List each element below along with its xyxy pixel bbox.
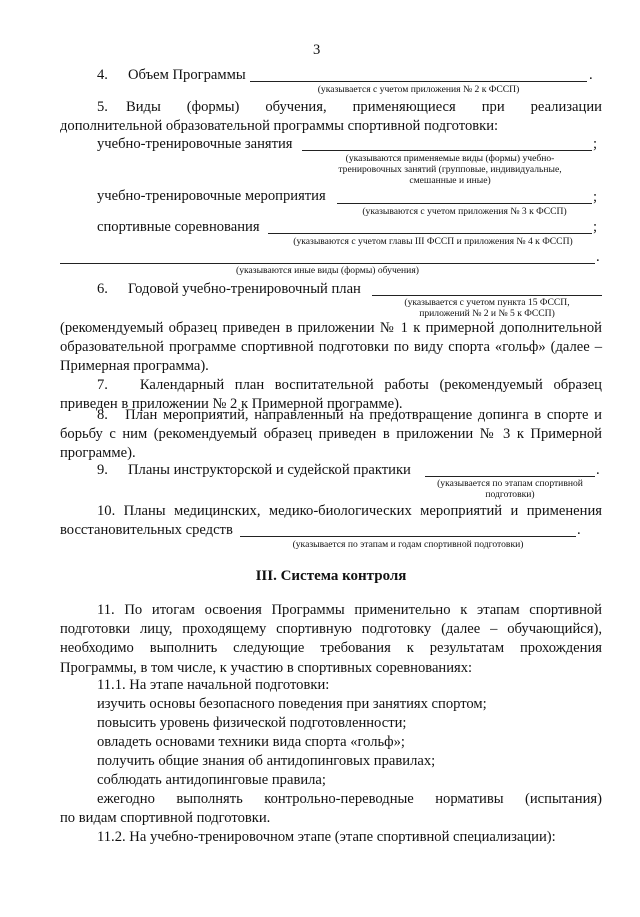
item-5c-label: спортивные соревнования [97,219,260,235]
item-9-number: 9. [97,462,108,478]
requirement-item-last-line-2: по видам спортивной подготовки. [60,810,271,826]
item-9-label: Планы инструкторской и судейской практики [128,462,411,478]
requirement-item: соблюдать антидопинговые правила; [97,772,326,788]
item-6-blank-line [372,295,602,296]
item-9-end: . [596,462,600,478]
item-5d-blank-line [60,263,595,264]
item-5b-note: (указываются с учетом приложения № 3 к ФССП) [362,206,567,217]
item-5a-label: учебно-тренировочные занятия [97,136,293,152]
requirement-word: нормативы [435,791,504,807]
item-5-word: применяющиеся [352,99,456,115]
requirement-item-last-line-1 [97,791,602,808]
item-10-blank-line [240,536,576,537]
item-8: 8. План мероприятий, направленный на предотвращение допинга в спорте и борьбу с ним (рекомендуемый образец приведен в приложении № 3 к Примерной программе). [60,407,602,462]
item-5-word: реализации [530,99,602,115]
item-5d-note: (указываются иные виды (формы) обучения) [236,265,419,276]
requirement-item: получить общие знания об антидопинговых правилах; [97,753,436,769]
item-5-line-1 [126,99,602,116]
item-5-word: Виды [126,99,161,115]
item-4-note: (указывается с учетом приложения № 2 к ФССП) [317,84,520,95]
item-11-2-heading: 11.2. На учебно-тренировочном этапе (этапе спортивной специализации): [97,829,556,845]
requirement-word: ежегодно [97,791,155,807]
item-5a-end: ; [593,136,598,152]
item-5b-end: ; [593,189,598,205]
item-7: 7. Календарный план воспитательной работы (рекомендуемый образец приведен в приложении № 2 к Примерной программе). [60,377,602,413]
item-6-note: (указывается с учетом пункта 15 ФССП, приложений № 2 и № 5 к ФССП) [404,297,570,319]
item-5c-blank-line [268,233,592,234]
page-number: 3 [313,42,321,58]
item-4-end: . [589,67,593,83]
item-4-label: Объем Программы [128,67,246,83]
item-10-line-1: 10. Планы медицинских, медико-биологических мероприятий и применения [97,503,602,519]
item-5d-end: . [596,249,600,265]
item-6-label: Годовой учебно-тренировочный план [128,281,361,297]
item-5-number: 5. [97,99,108,115]
item-11: 11. По итогам освоения Программы применительно к этапам спортивной подготовки лицу, проходящему спортивную подготовку (далее – обучающийся), необходимо выполнить следующие требования к результатам прохождения Программы, в том числе, к участию в спортивных соревнованиях: [60,602,602,676]
item-10-note: (указывается по этапам и годам спортивной подготовки) [292,539,524,550]
requirement-word: контрольно-переводные [264,791,414,807]
section-title: III. Система контроля [255,568,407,584]
item-10-end: . [577,522,581,538]
item-4-blank-line [250,81,587,82]
item-5a-note: (указываются применяемые виды (формы) учебно-тренировочных занятий (групповые, индивидуальные, смешанные и иные) [338,153,562,186]
item-11-1-heading: 11.1. На этапе начальной подготовки: [97,677,330,693]
item-5-line-2: дополнительной образовательной программы спортивной подготовки: [60,118,499,134]
requirement-item: повысить уровень физической подготовленности; [97,715,407,731]
item-5b-blank-line [337,203,592,204]
requirement-word: (испытания) [524,791,602,807]
item-6-continuation: (рекомендуемый образец приведен в приложении № 1 к примерной дополнительной образовательной программе спортивной подготовки по виду спорта «гольф» (далее – Примерная программа). [60,320,602,375]
item-5c-note: (указываются с учетом главы III ФССП и приложения № 4 к ФССП) [293,236,573,247]
item-5c-end: ; [593,219,598,235]
item-5-word: обучения, [265,99,327,115]
item-6-number: 6. [97,281,108,297]
item-10-line-2: восстановительных средств [60,522,233,538]
item-5a-blank-line [302,150,592,151]
requirement-word: выполнять [176,791,243,807]
item-5b-label: учебно-тренировочные мероприятия [97,188,326,204]
item-9-blank-line [425,476,595,477]
requirement-item: овладеть основами техники вида спорта «гольф»; [97,734,405,750]
item-9-note: (указывается по этапам спортивной подготовки) [437,478,583,500]
item-4-number: 4. [97,67,108,83]
item-5-word: (формы) [186,99,240,115]
requirement-item: изучить основы безопасного поведения при занятиях спортом; [97,696,487,712]
item-5-word: при [481,99,505,115]
